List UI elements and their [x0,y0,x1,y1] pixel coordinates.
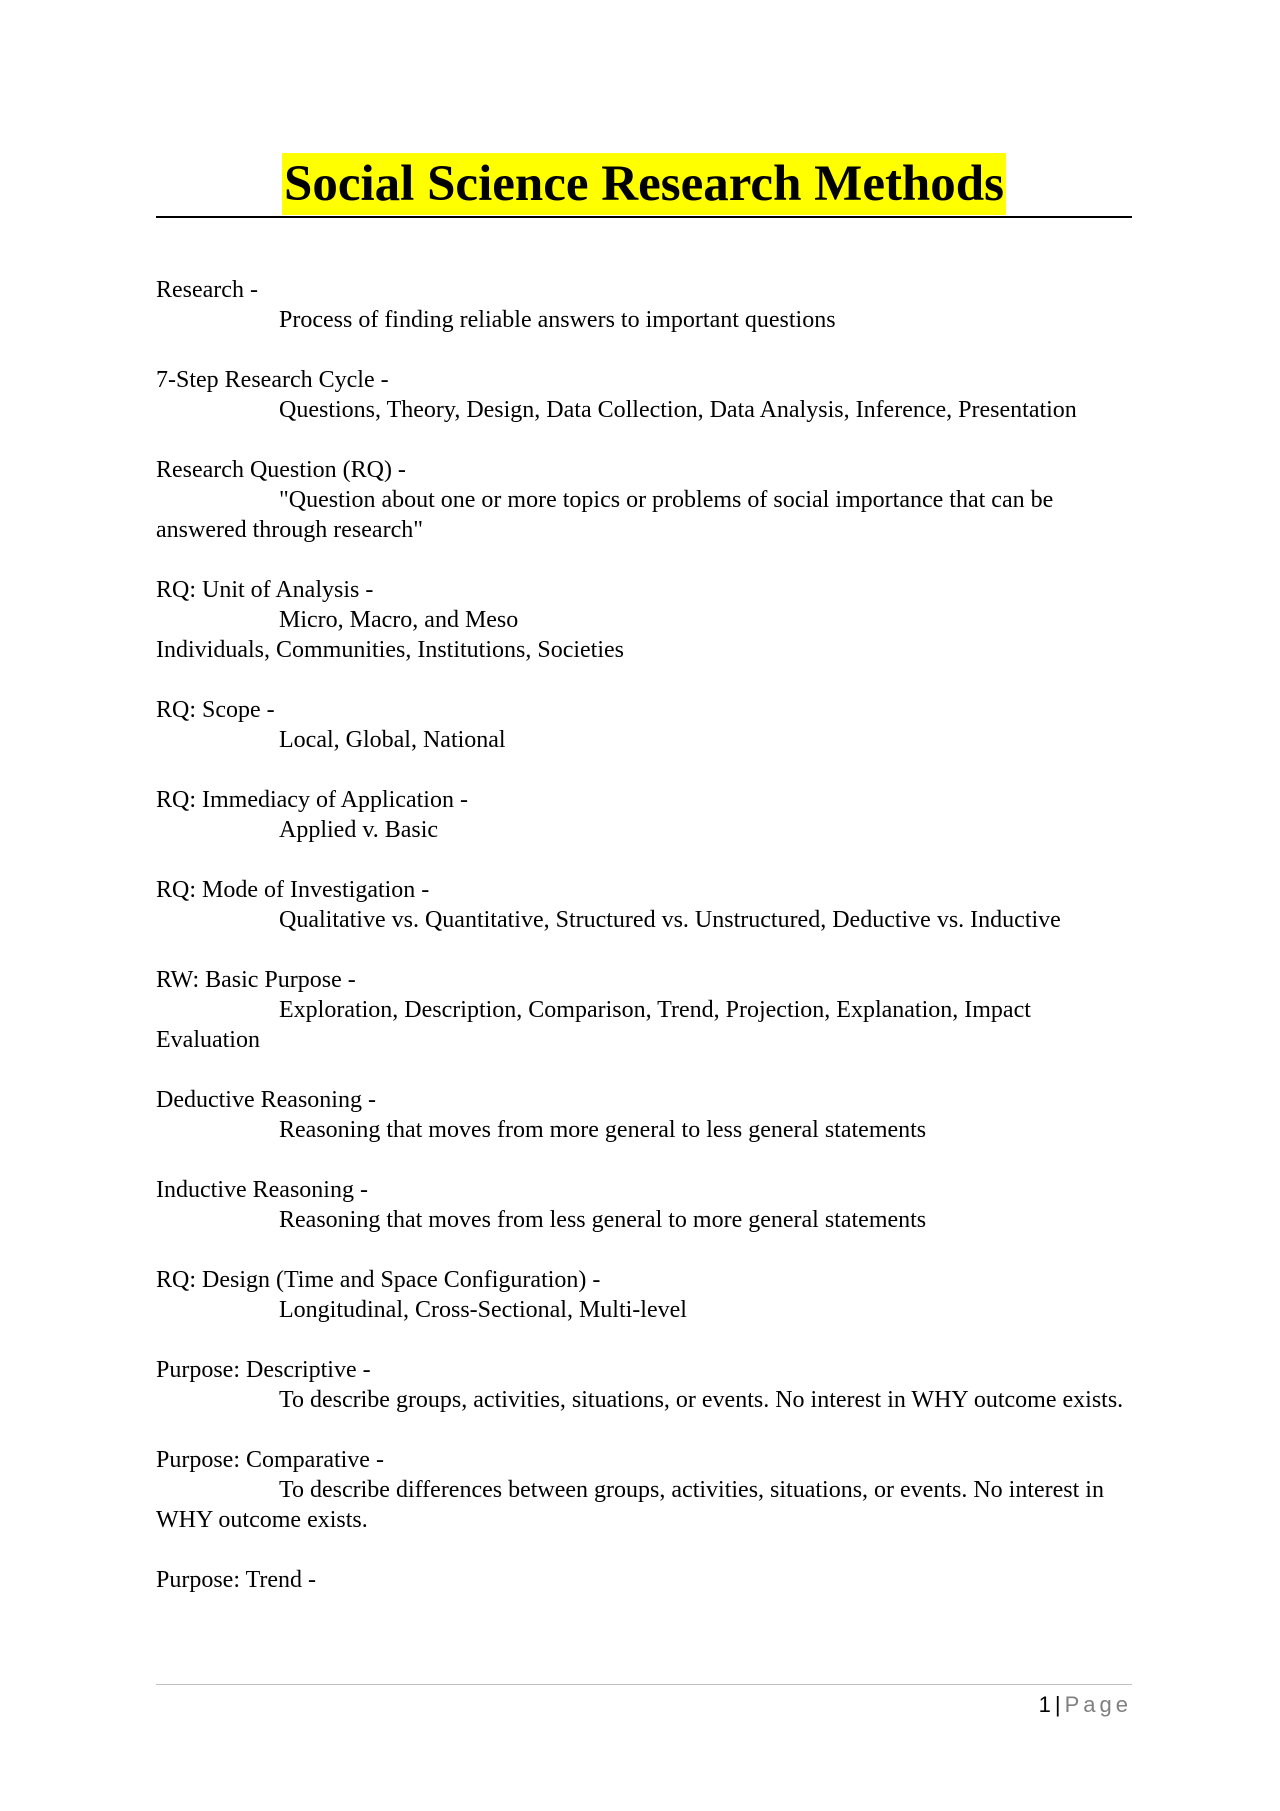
entry-definition: Longitudinal, Cross-Sectional, Multi-level [279,1297,687,1323]
title-container [156,153,1132,215]
entry-inductive-reasoning [156,1175,1132,1235]
entry-immediacy [156,785,1132,845]
footer-divider [156,1684,1132,1685]
entry-definition: "Question about one or more topics or problems of social importance that can be answered through research" [156,487,1054,543]
entry-definition: Applied v. Basic [279,817,439,843]
entry-definition: Process of finding reliable answers to important questions [279,307,836,333]
entry-research [156,275,1132,335]
entry-definition: Reasoning that moves from more general to less general statements [279,1117,927,1143]
entry-design [156,1265,1132,1325]
entry-term: Inductive Reasoning - [156,1177,368,1203]
page-label: Page [1064,1692,1132,1717]
entry-definition: To describe differences between groups, activities, situations, or events. No interest in WHY outcome exists. [156,1477,1104,1533]
entry-term: Deductive Reasoning - [156,1087,376,1113]
document-body [156,275,1132,1625]
entry-scope [156,695,1132,755]
entry-term: Purpose: Trend - [156,1567,317,1593]
entry-term: Research Question (RQ) - [156,457,406,483]
entry-purpose-comparative [156,1445,1132,1535]
entry-definition: Reasoning that moves from less general to more general statements [279,1207,927,1233]
entry-definition: To describe groups, activities, situations, or events. No interest in WHY outcome exists. [279,1387,1124,1413]
entry-definition: Micro, Macro, and Meso [279,607,519,633]
entry-definition: Qualitative vs. Quantitative, Structured vs. Unstructured, Deductive vs. Inductive [279,907,1061,933]
entry-term: Purpose: Descriptive - [156,1357,371,1383]
entry-purpose-trend [156,1565,1132,1595]
entry-term: Purpose: Comparative - [156,1447,384,1473]
entry-definition: Questions, Theory, Design, Data Collection, Data Analysis, Inference, Presentation [279,397,1077,423]
document-title: Social Science Research Methods [282,153,1006,215]
entry-definition: Exploration, Description, Comparison, Trend, Projection, Explanation, Impact Evaluation [156,997,1031,1053]
entry-term: RQ: Immediacy of Application - [156,787,468,813]
footer-separator: | [1054,1692,1061,1717]
entry-term: Research - [156,277,258,303]
entry-mode-of-investigation [156,875,1132,935]
title-underline [156,216,1132,218]
entry-extra-line: Individuals, Communities, Institutions, Societies [156,637,624,663]
entry-term: RQ: Design (Time and Space Configuration) - [156,1267,601,1293]
entry-research-question [156,455,1132,545]
entry-deductive-reasoning [156,1085,1132,1145]
entry-term: RQ: Unit of Analysis - [156,577,374,603]
entry-term: RW: Basic Purpose - [156,967,356,993]
entry-term: RQ: Mode of Investigation - [156,877,430,903]
entry-term: RQ: Scope - [156,697,275,723]
entry-unit-of-analysis [156,575,1132,665]
entry-research-cycle [156,365,1132,425]
page-number: 1 [1038,1692,1051,1717]
page-footer [1039,1691,1132,1719]
entry-term: 7-Step Research Cycle - [156,367,389,393]
entry-purpose-descriptive [156,1355,1132,1415]
entry-basic-purpose [156,965,1132,1055]
entry-definition: Local, Global, National [279,727,506,753]
